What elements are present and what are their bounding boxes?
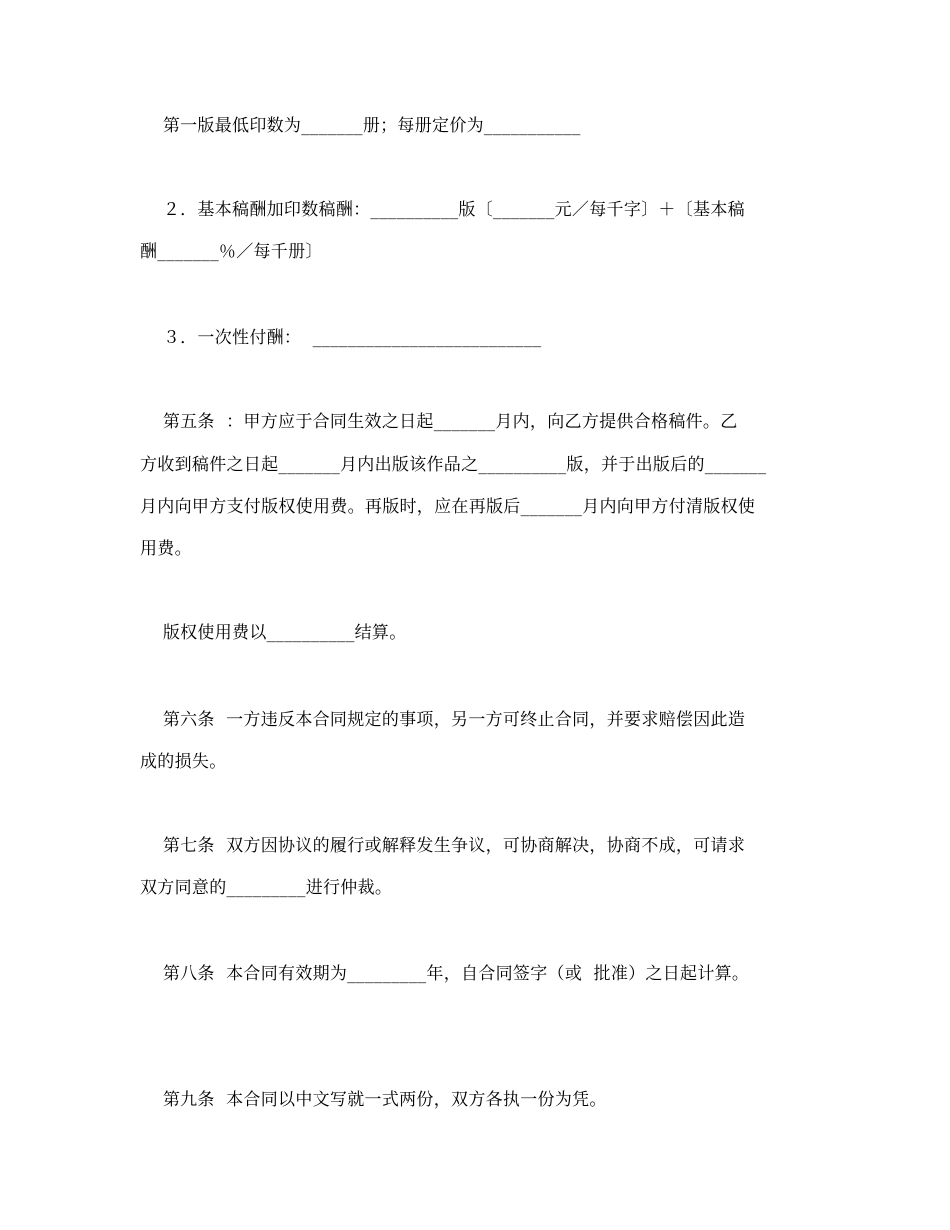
clause-article-6: 第六条 一方违反本合同规定的事项，另一方可终止合同，并要求赔偿因此造: [140, 710, 746, 730]
clause-article-5-cont-2: 月内向甲方支付版权使用费。再版时，应在再版后_______月内向甲方付清版权使: [140, 497, 756, 517]
clause-lump-sum-payment: ３．一次性付酬： __________________________: [140, 328, 542, 348]
clause-fee-settlement: 版权使用费以__________结算。: [140, 623, 407, 643]
clause-basic-royalty-cont: 酬_______％／每千册〕: [140, 242, 323, 262]
clause-article-8: 第八条 本合同有效期为_________年，自合同签字（或 批准）之日起计算。: [140, 964, 750, 984]
clause-first-print-run: 第一版最低印数为_______册；每册定价为___________: [140, 116, 581, 136]
clause-article-5-cont-3: 用费。: [140, 539, 192, 559]
clause-article-5-cont-1: 方收到稿件之日起_______月内出版该作品之__________版，并于出版后的_______: [140, 455, 767, 475]
clause-basic-royalty: ２．基本稿酬加印数稿酬：__________版〔_______元／每千字〕＋〔基本稿: [140, 200, 745, 220]
clause-article-9: 第九条 本合同以中文写就一式两份，双方各执一份为凭。: [140, 1090, 607, 1110]
clause-article-7: 第七条 双方因协议的履行或解释发生争议，可协商解决，协商不成，可请求: [140, 836, 746, 856]
clause-article-5: 第五条 ：甲方应于合同生效之日起_______月内，向乙方提供合格稿件。乙: [140, 412, 738, 432]
clause-article-6-cont: 成的损失。: [140, 752, 227, 772]
clause-article-7-cont: 双方同意的_________进行仲裁。: [140, 878, 393, 898]
